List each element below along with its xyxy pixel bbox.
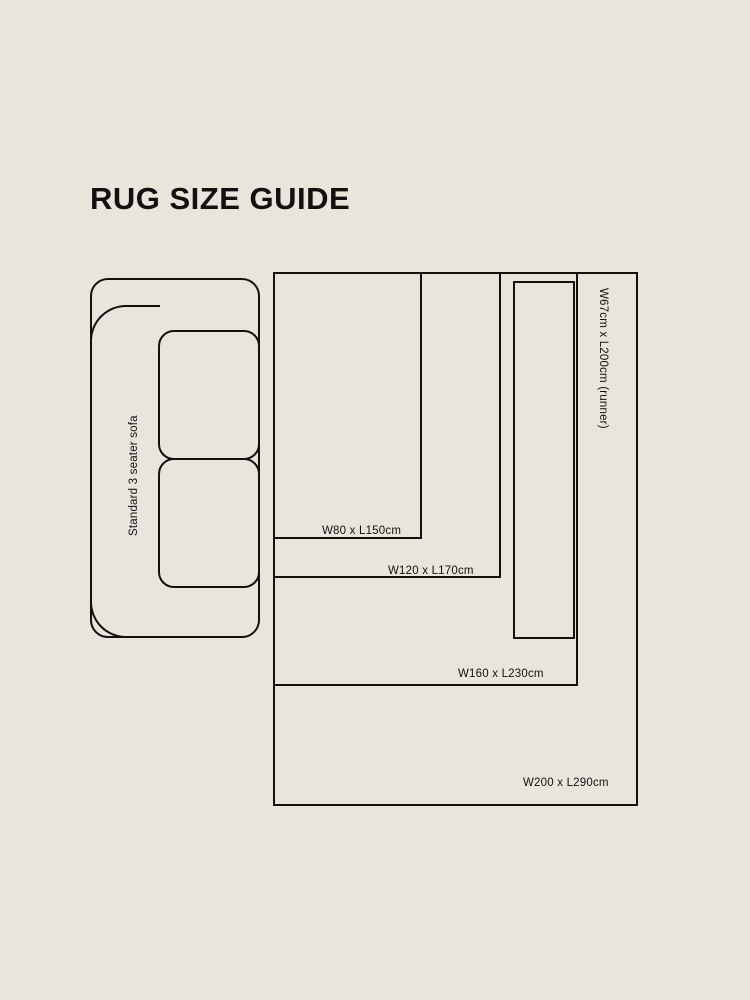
sofa-backrest	[90, 305, 160, 638]
rug-rect-w80-l150	[273, 272, 422, 539]
sofa-seat-cushion-bottom	[158, 458, 260, 588]
rug-label-w200-l290: W200 x L290cm	[523, 777, 609, 789]
sofa-seat-cushion-top	[158, 330, 260, 460]
rug-label-w67-l200-runner: W67cm x L200cm (runner)	[597, 288, 609, 429]
rug-label-w80-l150: W80 x L150cm	[322, 525, 402, 537]
rug-rect-w67-l200-runner	[513, 281, 575, 639]
page-title: RUG SIZE GUIDE	[90, 181, 351, 216]
rug-label-w160-l230: W160 x L230cm	[458, 668, 544, 680]
sofa-label: Standard 3 seater sofa	[128, 415, 140, 536]
rug-label-w120-l170: W120 x L170cm	[388, 565, 474, 577]
